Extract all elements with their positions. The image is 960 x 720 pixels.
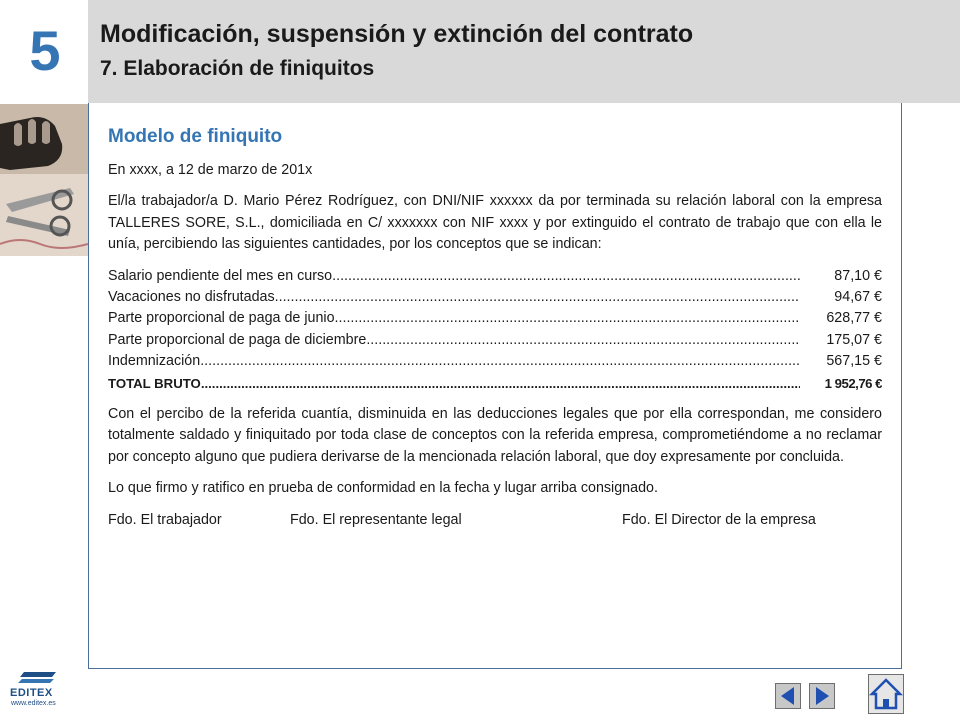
next-button[interactable] — [809, 683, 835, 709]
concept-amount: 628,77 € — [826, 310, 882, 327]
concept-amount: 175,07 € — [826, 331, 882, 348]
page-title: Modificación, suspensión y extinción del contrato — [100, 20, 694, 48]
dot-leader — [366, 330, 800, 351]
header-band — [88, 0, 960, 103]
signature-row — [108, 510, 882, 532]
concept-amount: 567,15 € — [826, 353, 882, 370]
dot-leader — [200, 351, 800, 372]
home-button[interactable] — [868, 674, 904, 714]
intro-paragraph: El/la trabajador/a D. Mario Pérez Rodríguez, con DNI/NIF xxxxxx da por terminada su relación laboral con la empresa TALLERES SORE, S.L., domiciliada en C/ xxxxxxx con NIF xxxx y por extinguido el contrato de trabajo que con ella le unía, percibiendo las siguientes cantidades, por los conceptos que se indican: — [108, 193, 882, 253]
list-item — [108, 330, 882, 351]
dot-leader — [275, 287, 800, 308]
signature-representative: Fdo. El representante legal — [290, 511, 462, 528]
concept-label: Vacaciones no disfrutadas — [108, 289, 275, 306]
prev-button[interactable] — [775, 683, 801, 709]
concept-amount: 94,67 € — [834, 289, 882, 306]
settlement-document — [108, 124, 882, 532]
signature-worker: Fdo. El trabajador — [108, 511, 222, 528]
date-line: En xxxx, a 12 de marzo de 201x — [108, 162, 313, 178]
signature-director: Fdo. El Director de la empresa — [622, 511, 816, 528]
house-icon — [869, 675, 903, 713]
concept-label: Salario pendiente del mes en curso — [108, 267, 333, 284]
triangle-right-icon — [810, 684, 834, 708]
editex-logo-text: EDITEX — [10, 687, 53, 699]
concept-amount: 87,10 € — [834, 267, 882, 284]
list-item — [108, 266, 882, 287]
hand-scissors-illustration — [0, 104, 88, 256]
list-item — [108, 351, 882, 372]
concept-label: Parte proporcional de paga de junio — [108, 310, 335, 327]
total-label: TOTAL BRUTO — [108, 375, 201, 391]
decorative-illustration — [0, 104, 88, 256]
list-item — [108, 287, 882, 308]
total-row — [108, 373, 882, 394]
dot-leader — [335, 308, 800, 329]
concepts-list — [108, 266, 882, 394]
closing-paragraph: Con el percibo de la referida cuantía, disminuida en las deducciones legales que por ella correspondan, me considero totalmente saldado y finiquitado por toda clase de conceptos con la referida empresa, comprometiéndome a no reclamar por concepto alguno que pudiera derivarse de la mencionada relación laboral, que doy expresamente por concluida. — [108, 405, 882, 465]
list-item — [108, 308, 882, 329]
dot-leader — [201, 373, 800, 394]
editex-url: www.editex.es — [11, 700, 56, 707]
page-subtitle: 7. Elaboración de finiquitos — [100, 57, 375, 80]
concept-label: Indemnización — [108, 353, 201, 370]
total-amount: 1 952,76 € — [824, 375, 882, 391]
concept-label: Parte proporcional de paga de diciembre — [108, 331, 367, 348]
document-heading: Modelo de finiquito — [108, 126, 283, 147]
dot-leader — [332, 266, 800, 287]
chapter-number: 5 — [29, 19, 61, 82]
ratify-line: Lo que firmo y ratifico en prueba de conformidad en la fecha y lugar arriba consignado. — [108, 480, 658, 497]
triangle-left-icon — [776, 684, 800, 708]
